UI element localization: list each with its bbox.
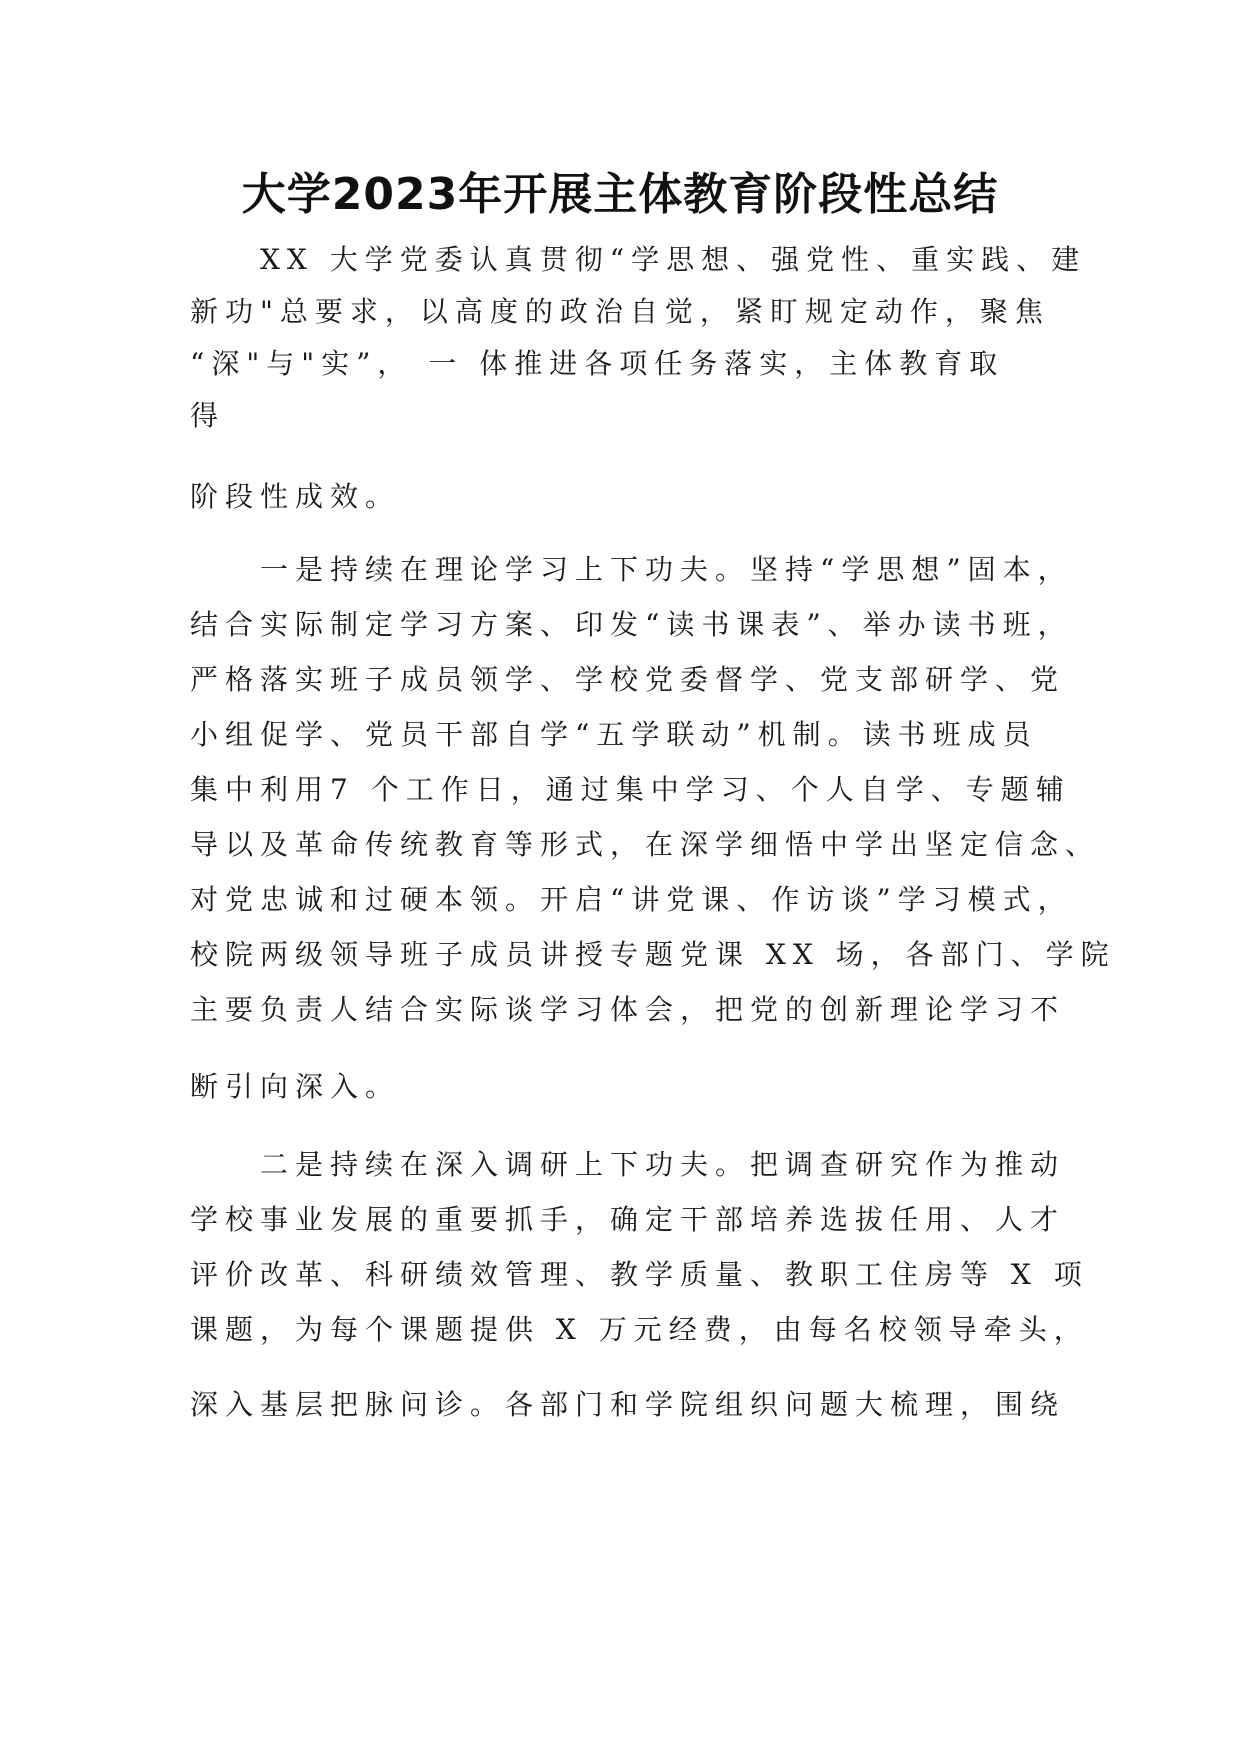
- text-line-10: 集中利用7 个工作日，通过集中学习、个人自学、专题辅: [190, 773, 1071, 806]
- text-line-13: 校院两级领导班子成员讲授专题党课 XX 场，各部门、学院: [190, 938, 1116, 971]
- text-line-2: 新功"总要求，以高度的政治自觉，紧盯规定动作，聚焦: [190, 295, 1050, 328]
- document-title: 大学2023年开展主体教育阶段性总结: [241, 169, 999, 220]
- text-line-15: 断引向深入。: [190, 1070, 401, 1103]
- text-line-20: 深入基层把脉问诊。各部门和学院组织问题大梳理，围绕: [190, 1388, 1066, 1421]
- text-line-1: XX 大学党委认真贯彻“学思想、强党性、重实践、建: [190, 243, 1087, 276]
- text-line-7: 结合实际制定学习方案、印发“读书课表”、举办读书班，: [190, 608, 1073, 641]
- text-line-3: “深"与"实”， 一 体推进各项任务落实，主体教育取: [190, 347, 1005, 380]
- text-line-11: 导以及革命传统教育等形式，在深学细悟中学出坚定信念、: [190, 828, 1101, 861]
- text-line-8: 严格落实班子成员领学、学校党委督学、党支部研学、党: [190, 663, 1066, 696]
- text-line-16: 二是持续在深入调研上下功夫。把调查研究作为推动: [190, 1148, 1066, 1181]
- text-line-14: 主要负责人结合实际谈学习体会，把党的创新理论学习不: [190, 993, 1066, 1026]
- text-line-5: 阶段性成效。: [190, 480, 401, 513]
- text-line-9: 小组促学、党员干部自学“五学联动”机制。读书班成员: [190, 718, 1038, 751]
- text-line-19: 课题，为每个课题提供 X 万元经费，由每名校领导牵头，: [190, 1313, 1089, 1346]
- text-line-12: 对党忠诚和过硬本领。开启“讲党课、作访谈”学习模式，: [190, 883, 1073, 916]
- text-line-6: 一是持续在理论学习上下功夫。坚持“学思想”固本，: [190, 553, 1073, 586]
- text-line-18: 评价改革、科研绩效管理、教学质量、教职工住房等 X 项: [190, 1258, 1089, 1291]
- text-line-17: 学校事业发展的重要抓手，确定干部培养选拔任用、人才: [190, 1203, 1066, 1236]
- text-line-4: 得: [190, 399, 226, 432]
